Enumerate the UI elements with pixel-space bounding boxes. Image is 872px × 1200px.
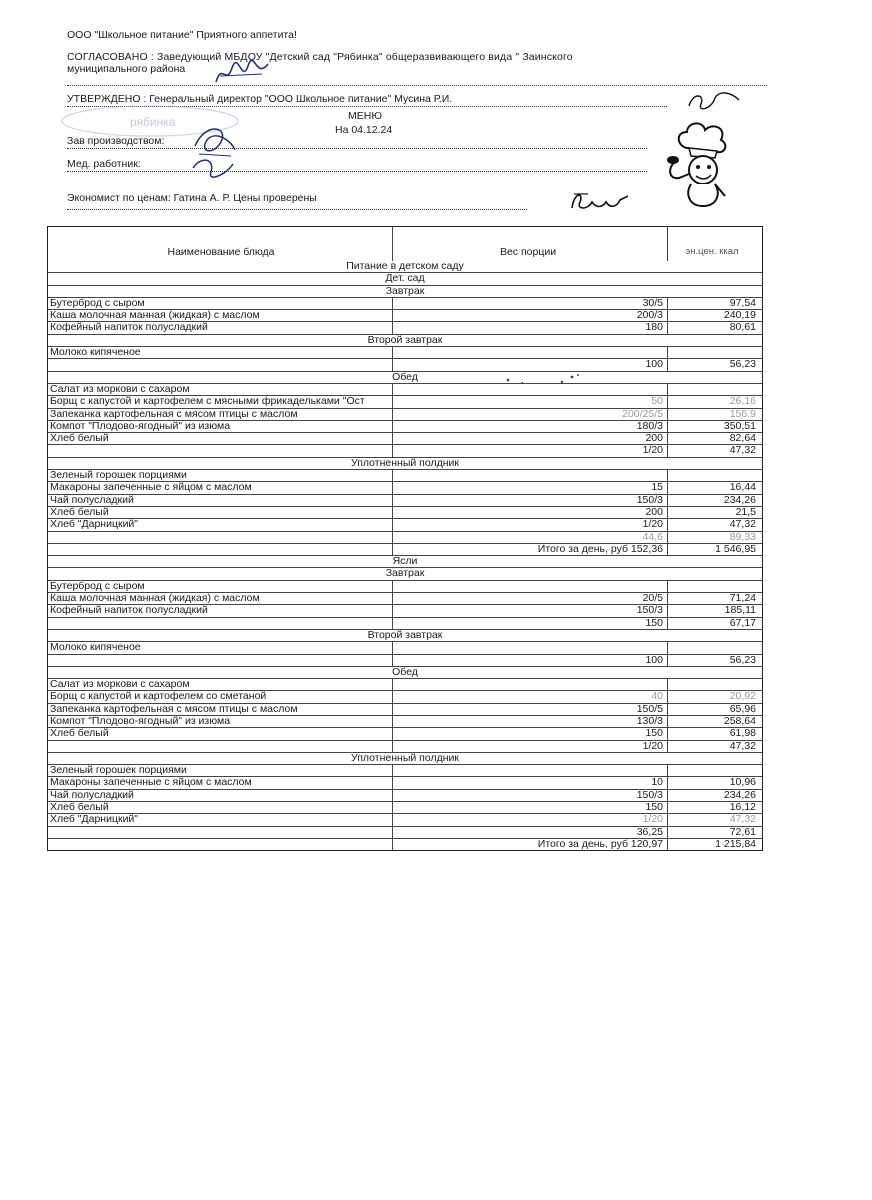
dish-name: Кофейный напиток полусладкий bbox=[48, 322, 393, 333]
table-row bbox=[48, 801, 762, 813]
energy-value: 258,64 bbox=[723, 715, 756, 727]
portion-weight: 10 bbox=[393, 777, 668, 788]
energy-value: 1 215,84 bbox=[715, 838, 756, 850]
dish-name: Бутерброд с сыром bbox=[48, 581, 393, 592]
portion-weight bbox=[393, 581, 668, 592]
energy-value bbox=[668, 642, 762, 653]
portion-weight: 130/3 bbox=[393, 716, 668, 727]
section-label: Завтрак bbox=[385, 285, 425, 297]
energy-value: 47,32 bbox=[729, 814, 756, 826]
scan-marks-icon bbox=[500, 370, 590, 386]
dish-name bbox=[48, 839, 393, 850]
portion-weight: 200/3 bbox=[393, 310, 668, 321]
dish-name: Бутерброд с сыром bbox=[48, 298, 393, 309]
production-signature-line bbox=[67, 148, 647, 149]
portion-weight: 50 bbox=[393, 396, 668, 407]
dish-name: Борщ с капустой и картофелем со сметаной bbox=[48, 691, 393, 702]
energy-value: 61,98 bbox=[729, 728, 756, 740]
table-row bbox=[48, 617, 762, 629]
table-row bbox=[48, 383, 762, 395]
chef-logo-icon bbox=[663, 118, 743, 210]
dish-name: Компот "Плодово-ягодный" из изюма bbox=[48, 421, 393, 432]
section-label: Ясли bbox=[392, 556, 418, 568]
section-row bbox=[48, 567, 762, 579]
dish-name: Зеленый горошек порциями bbox=[48, 470, 393, 481]
table-row bbox=[48, 813, 762, 825]
energy-value bbox=[668, 679, 762, 690]
portion-weight: 30/5 bbox=[393, 298, 668, 309]
menu-table bbox=[47, 226, 763, 851]
company-title: ООО "Школьное питание" Приятного аппетита! bbox=[67, 29, 297, 41]
portion-weight: 1/20 bbox=[393, 814, 668, 825]
table-row bbox=[48, 604, 762, 616]
table-row bbox=[48, 641, 762, 653]
dish-name: Компот "Плодово-ягодный" из изюма bbox=[48, 716, 393, 727]
energy-value: 21,5 bbox=[735, 506, 756, 518]
dish-name: Макароны запеченные с яйцом с маслом bbox=[48, 777, 393, 788]
section-row bbox=[48, 752, 762, 764]
energy-value: 67,17 bbox=[729, 617, 756, 629]
portion-weight: 150 bbox=[393, 728, 668, 739]
dish-name: Макароны запеченные с яйцом с маслом bbox=[48, 482, 393, 493]
energy-value: 47,32 bbox=[729, 519, 756, 531]
section-row bbox=[48, 666, 762, 678]
portion-weight: 15 bbox=[393, 482, 668, 493]
table-row bbox=[48, 580, 762, 592]
portion-weight: 150/3 bbox=[393, 605, 668, 616]
portion-weight: 40 bbox=[393, 691, 668, 702]
table-row bbox=[48, 531, 762, 543]
portion-weight: 44,6 bbox=[393, 532, 668, 543]
portion-weight: Итого за день, руб 152,36 bbox=[393, 544, 668, 555]
portion-weight: 20/5 bbox=[393, 593, 668, 604]
table-row bbox=[48, 740, 762, 752]
energy-value: 234,26 bbox=[723, 789, 756, 801]
energy-value: 82,64 bbox=[729, 433, 756, 445]
column-header-name: Наименование блюда bbox=[48, 227, 393, 261]
energy-value: 350,51 bbox=[723, 420, 756, 432]
section-label: Обед bbox=[392, 371, 418, 383]
economist-signature-icon bbox=[568, 188, 632, 216]
director-signature-icon bbox=[683, 86, 743, 116]
portion-weight: 150 bbox=[393, 802, 668, 813]
menu-date: На 04.12.24 bbox=[335, 124, 393, 136]
portion-weight: 180 bbox=[393, 322, 668, 333]
energy-value: 1 546,95 bbox=[715, 543, 756, 555]
table-row bbox=[48, 469, 762, 481]
energy-value bbox=[668, 347, 762, 358]
portion-weight: 1/20 bbox=[393, 445, 668, 456]
dish-name: Каша молочная манная (жидкая) с маслом bbox=[48, 593, 393, 604]
column-header-weight: Вес порции bbox=[393, 227, 668, 261]
portion-weight: 200 bbox=[393, 507, 668, 518]
agreed-signature-line bbox=[67, 85, 767, 86]
table-row bbox=[48, 654, 762, 666]
table-row bbox=[48, 838, 762, 850]
portion-weight bbox=[393, 765, 668, 776]
agreed-line-2: муниципального района bbox=[67, 63, 186, 75]
energy-value: 156,9 bbox=[729, 408, 756, 420]
dish-name: Зеленый горошек порциями bbox=[48, 765, 393, 776]
table-row bbox=[48, 764, 762, 776]
dish-name bbox=[48, 532, 393, 543]
section-row bbox=[48, 285, 762, 297]
table-body bbox=[48, 261, 762, 850]
portion-weight: 100 bbox=[393, 655, 668, 666]
energy-value bbox=[668, 470, 762, 481]
dish-name: Молоко кипяченое bbox=[48, 347, 393, 358]
section-row bbox=[48, 629, 762, 641]
table-row bbox=[48, 715, 762, 727]
table-row bbox=[48, 408, 762, 420]
table-row bbox=[48, 444, 762, 456]
table-row bbox=[48, 395, 762, 407]
table-row bbox=[48, 346, 762, 358]
energy-value: 47,32 bbox=[729, 740, 756, 752]
menu-title: МЕНЮ bbox=[348, 110, 382, 122]
portion-weight: 150/3 bbox=[393, 790, 668, 801]
table-row bbox=[48, 321, 762, 333]
section-label: Питание в детском саду bbox=[346, 261, 464, 272]
energy-value: 240,19 bbox=[723, 310, 756, 322]
table-row bbox=[48, 776, 762, 788]
table-row bbox=[48, 494, 762, 506]
energy-value: 185,11 bbox=[724, 605, 756, 617]
dish-name: Молоко кипяченое bbox=[48, 642, 393, 653]
portion-weight: 1/20 bbox=[393, 519, 668, 530]
production-head-label: Зав производством: bbox=[67, 135, 165, 147]
section-label: Дет. сад bbox=[385, 273, 425, 285]
energy-value: 97,54 bbox=[729, 297, 756, 309]
portion-weight: 200/25/5 bbox=[393, 409, 668, 420]
portion-weight bbox=[393, 642, 668, 653]
section-row bbox=[48, 272, 762, 284]
energy-value bbox=[668, 581, 762, 592]
table-row bbox=[48, 309, 762, 321]
table-row bbox=[48, 420, 762, 432]
table-row bbox=[48, 518, 762, 530]
table-row bbox=[48, 703, 762, 715]
table-row bbox=[48, 432, 762, 444]
table-row bbox=[48, 789, 762, 801]
energy-value: 26,16 bbox=[729, 396, 756, 408]
portion-weight: 200 bbox=[393, 433, 668, 444]
table-row bbox=[48, 481, 762, 493]
dish-name: Каша молочная манная (жидкая) с маслом bbox=[48, 310, 393, 321]
table-row bbox=[48, 358, 762, 370]
agreed-signature-icon bbox=[212, 58, 272, 88]
dish-name: Чай полусладкий bbox=[48, 790, 393, 801]
medic-signature-line bbox=[67, 171, 647, 172]
economist-signature-line bbox=[67, 209, 527, 210]
dish-name: Хлеб белый bbox=[48, 802, 393, 813]
energy-value: 80,61 bbox=[729, 322, 756, 334]
dish-name: Хлеб белый bbox=[48, 728, 393, 739]
energy-value: 10,96 bbox=[729, 777, 756, 789]
economist-line: Экономист по ценам: Гатина А. Р. Цены проверены bbox=[67, 192, 317, 204]
section-label: Второй завтрак bbox=[367, 629, 443, 641]
energy-value: 65,96 bbox=[729, 703, 756, 715]
dish-name bbox=[48, 544, 393, 555]
dish-name bbox=[48, 618, 393, 629]
dish-name: Кофейный напиток полусладкий bbox=[48, 605, 393, 616]
portion-weight: 100 bbox=[393, 359, 668, 370]
dish-name bbox=[48, 827, 393, 838]
energy-value: 56,23 bbox=[729, 359, 756, 371]
energy-value: 89,33 bbox=[729, 531, 756, 543]
section-row bbox=[48, 334, 762, 346]
dish-name: Запеканка картофельная с мясом птицы с маслом bbox=[48, 704, 393, 715]
dish-name bbox=[48, 359, 393, 370]
energy-value: 234,26 bbox=[723, 494, 756, 506]
section-row bbox=[48, 261, 762, 272]
portion-weight: 1/20 bbox=[393, 741, 668, 752]
column-header-energy: эн.цен. ккал bbox=[685, 246, 739, 257]
section-label: Обед bbox=[392, 666, 418, 678]
agreed-line-1: СОГЛАСОВАНО : Заведующий МБДОУ "Детский сад "Рябинка" общеразвивающего вида " Заинского bbox=[67, 51, 573, 63]
dish-name: Хлеб белый bbox=[48, 507, 393, 518]
dish-name bbox=[48, 741, 393, 752]
production-signature-icon bbox=[185, 116, 245, 188]
portion-weight: 150/5 bbox=[393, 704, 668, 715]
portion-weight bbox=[393, 347, 668, 358]
portion-weight bbox=[393, 470, 668, 481]
section-label: Уплотненный полдник bbox=[351, 752, 459, 764]
table-row bbox=[48, 297, 762, 309]
dish-name: Хлеб "Дарницкий" bbox=[48, 814, 393, 825]
table-row bbox=[48, 506, 762, 518]
energy-value bbox=[668, 384, 762, 395]
portion-weight: 150 bbox=[393, 618, 668, 629]
dish-name: Чай полусладкий bbox=[48, 495, 393, 506]
energy-value: 16,12 bbox=[729, 802, 756, 814]
section-label: Второй завтрак bbox=[367, 334, 443, 346]
dish-name: Борщ с капустой и картофелем с мясными фрикадельками "Ост bbox=[48, 396, 393, 407]
dish-name: Хлеб белый bbox=[48, 433, 393, 444]
table-row bbox=[48, 727, 762, 739]
dish-name bbox=[48, 655, 393, 666]
energy-value: 47,32 bbox=[729, 445, 756, 457]
energy-value: 71,24 bbox=[729, 593, 756, 605]
stamp-text: рябинка bbox=[130, 115, 176, 129]
table-row bbox=[48, 826, 762, 838]
section-row bbox=[48, 457, 762, 469]
table-row bbox=[48, 543, 762, 555]
section-row bbox=[48, 371, 762, 383]
portion-weight: 180/3 bbox=[393, 421, 668, 432]
energy-value: 20,92 bbox=[729, 691, 756, 703]
table-row bbox=[48, 592, 762, 604]
approved-line: УТВЕРЖДЕНО : Генеральный директор "ООО Школьное питание" Мусина Р.И. bbox=[67, 93, 453, 105]
portion-weight: 150/3 bbox=[393, 495, 668, 506]
section-row bbox=[48, 555, 762, 567]
section-label: Завтрак bbox=[385, 568, 425, 580]
dish-name: Салат из моркови с сахаром bbox=[48, 384, 393, 395]
portion-weight: 36,25 bbox=[393, 827, 668, 838]
table-row bbox=[48, 678, 762, 690]
energy-value: 16,44 bbox=[729, 482, 756, 494]
dish-name: Хлеб "Дарницкий" bbox=[48, 519, 393, 530]
portion-weight: Итого за день, руб 120,97 bbox=[393, 839, 668, 850]
dish-name bbox=[48, 445, 393, 456]
energy-value bbox=[668, 765, 762, 776]
dish-name: Запеканка картофельная с мясом птицы с маслом bbox=[48, 409, 393, 420]
energy-value: 72,61 bbox=[729, 826, 756, 838]
energy-value: 56,23 bbox=[729, 654, 756, 666]
table-row bbox=[48, 690, 762, 702]
section-label: Уплотненный полдник bbox=[351, 457, 459, 469]
portion-weight bbox=[393, 679, 668, 690]
table-header-row bbox=[48, 227, 762, 261]
dish-name: Салат из моркови с сахаром bbox=[48, 679, 393, 690]
medic-label: Мед. работник: bbox=[67, 158, 141, 170]
